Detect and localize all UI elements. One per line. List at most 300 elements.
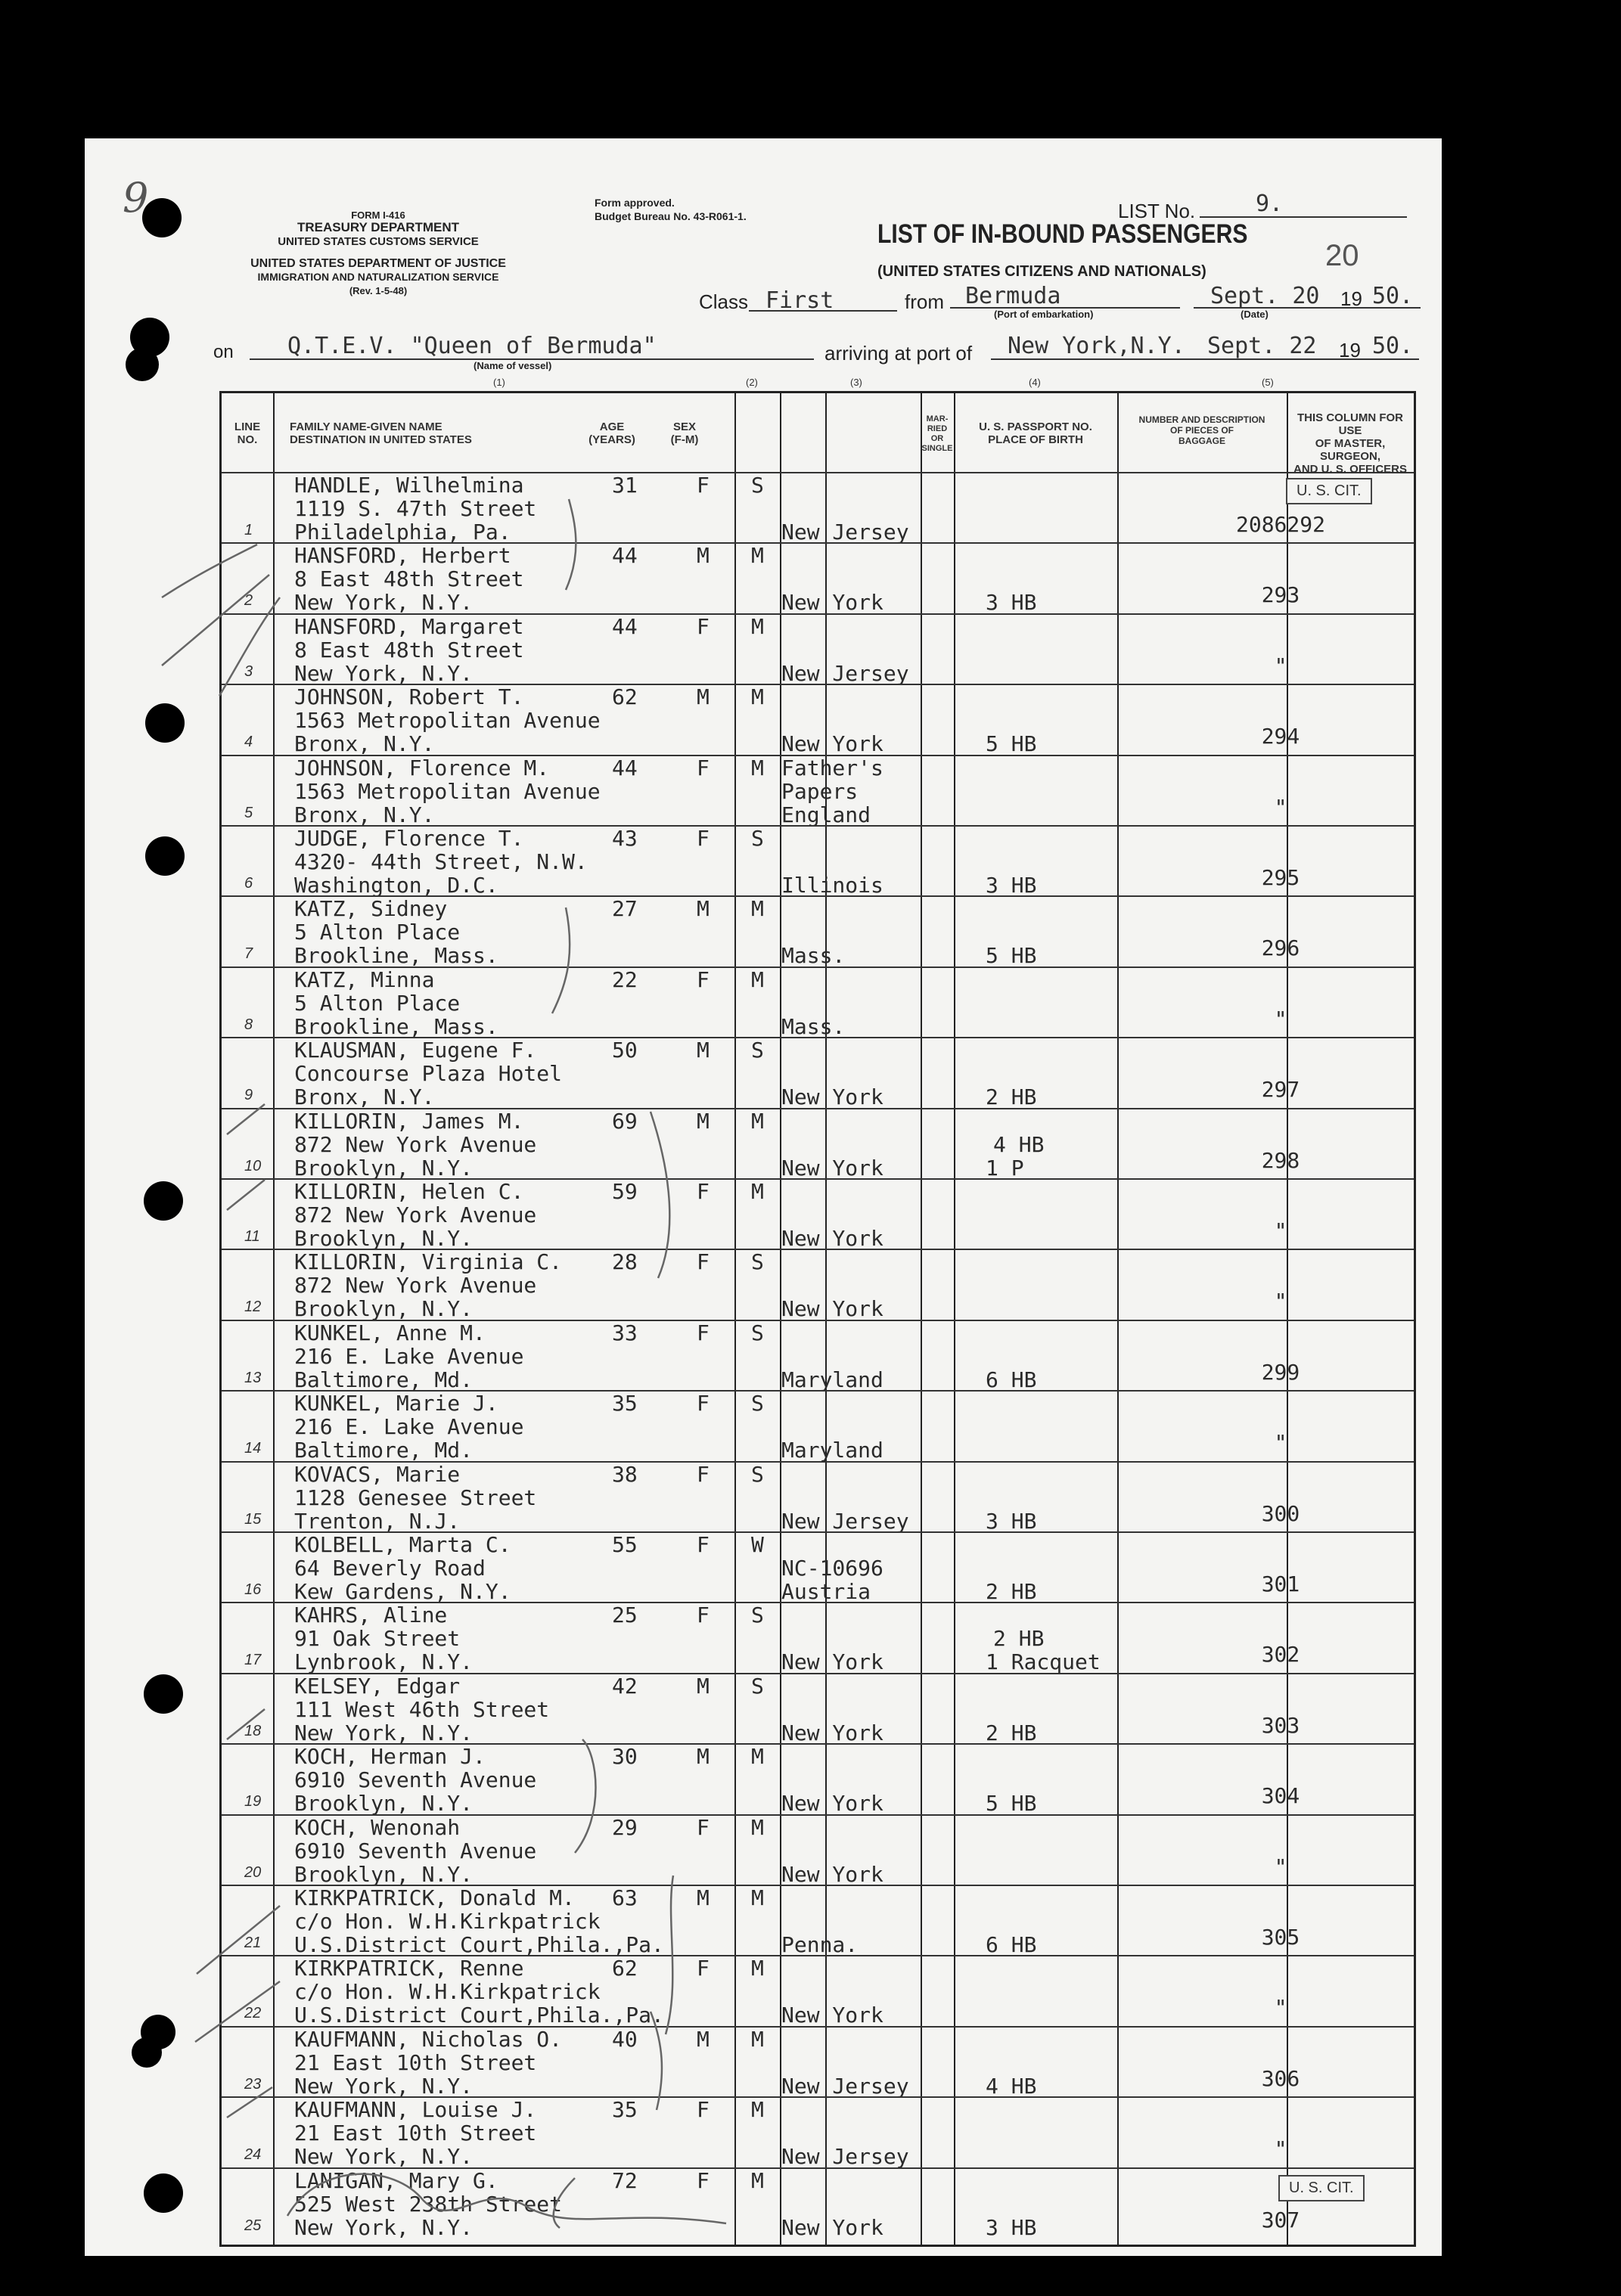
baggage-line-2: 3 HB	[986, 2214, 1037, 2240]
passenger-name: KELSEY, Edgar	[294, 1673, 461, 1699]
table-row	[222, 2096, 1414, 2170]
passenger-name: KILLORIN, James M.	[294, 1108, 524, 1134]
address-line-2: New York, N.Y.	[294, 2214, 474, 2240]
line-number: 21	[244, 1935, 262, 1951]
address-line-2: Baltimore, Md.	[294, 1367, 474, 1392]
officer-entry: "	[1274, 1854, 1287, 1879]
address-line-2: Brooklyn, N.Y.	[294, 1861, 474, 1887]
officer-entry: 307	[1261, 2207, 1300, 2232]
address-line-2: U.S.District Court,Phila.,Pa.	[294, 2003, 664, 2028]
passenger-name: KAHRS, Aline	[294, 1603, 448, 1628]
address-line-2: Brookline, Mass.	[294, 943, 498, 969]
birthplace: England	[781, 802, 871, 827]
officer-entry: 2086292	[1235, 512, 1325, 537]
officer-entry: 296	[1261, 935, 1300, 961]
line-number: 20	[244, 1863, 262, 1881]
passenger-name: HANSFORD, Margaret	[294, 613, 524, 639]
arrival-year-prefix: 19	[1339, 339, 1361, 361]
baggage-line-2: 3 HB	[986, 590, 1037, 616]
address-line-1: 64 Beverly Road	[294, 1556, 486, 1581]
address-line-1: c/o Hon. W.H.Kirkpatrick	[294, 1909, 601, 1934]
birthplace: New York	[781, 2003, 883, 2028]
page-subtitle: (UNITED STATES CITIZENS AND NATIONALS)	[877, 263, 1206, 280]
marital-status: M	[751, 2167, 764, 2193]
birthplace: New Jersey	[781, 520, 909, 545]
birthplace: New Jersey	[781, 1508, 909, 1534]
header-passport: U. S. PASSPORT NO. PLACE OF BIRTH	[979, 420, 1092, 446]
table-row	[222, 1602, 1414, 1673]
sex: F	[697, 1814, 710, 1840]
line-number: 16	[244, 1581, 262, 1598]
marital-status: M	[751, 1108, 764, 1134]
address-line-1: 1119 S. 47th Street	[294, 496, 537, 521]
birthplace: Maryland	[781, 1367, 883, 1392]
sex: F	[697, 1461, 710, 1487]
passenger-table	[219, 391, 1416, 2247]
address-line-2: Brooklyn, N.Y.	[294, 1296, 474, 1322]
address-line-2: Bronx, N.Y.	[294, 1084, 435, 1110]
officer-entry: 305	[1261, 1925, 1300, 1950]
age: 59	[612, 1179, 638, 1204]
passenger-name: KIRKPATRICK, Donald M.	[294, 1885, 575, 1910]
age: 72	[612, 2167, 638, 2193]
birthplace: New Jersey	[781, 2073, 909, 2099]
passenger-name: KOCH, Wenonah	[294, 1814, 461, 1840]
passport-line-2: NC-10696	[781, 1556, 883, 1581]
address-line-2: Brooklyn, N.Y.	[294, 1155, 474, 1181]
officer-entry: 297	[1261, 1077, 1300, 1103]
age: 63	[612, 1885, 638, 1910]
table-row	[222, 1673, 1414, 1744]
punch-hole	[145, 703, 185, 743]
header-name: FAMILY NAME-GIVEN NAME DESTINATION IN UNITED STATES	[290, 420, 472, 446]
birthplace: New York	[781, 1084, 883, 1110]
passenger-name: KAUFMANN, Nicholas O.	[294, 2026, 563, 2052]
arrival-year: 50.	[1372, 333, 1414, 359]
age: 43	[612, 826, 638, 851]
age: 42	[612, 1673, 638, 1699]
birthplace: Mass.	[781, 943, 846, 969]
marital-status: S	[751, 1249, 764, 1275]
address-line-2: New York, N.Y.	[294, 1720, 474, 1745]
sex: F	[697, 755, 710, 780]
marital-status: S	[751, 1391, 764, 1416]
col-number-1: (1)	[493, 377, 505, 388]
baggage-line-2: 5 HB	[986, 731, 1037, 757]
marital-status: M	[751, 543, 764, 569]
form-revision: (Rev. 1-5-48)	[349, 285, 408, 296]
address-line-1: 21 East 10th Street	[294, 2049, 537, 2075]
col-number-2: (2)	[746, 377, 758, 388]
us-citizen-stamp: U. S. CIT.	[1286, 478, 1372, 504]
officer-entry: 300	[1261, 1500, 1300, 1526]
passenger-name: KILLORIN, Helen C.	[294, 1179, 524, 1204]
passenger-name: HANDLE, Wilhelmina	[294, 473, 524, 498]
officer-entry: "	[1274, 1289, 1287, 1314]
passenger-name: KOCH, Herman J.	[294, 1744, 486, 1770]
birthplace: New York	[781, 1791, 883, 1817]
line-number: 3	[244, 662, 253, 680]
line-number: 19	[244, 1793, 262, 1810]
address-line-2: New York, N.Y.	[294, 590, 474, 616]
table-row	[222, 1885, 1414, 1956]
sex: M	[697, 1038, 710, 1063]
address-line-2: Kew Gardens, N.Y.	[294, 1579, 511, 1604]
marital-status: S	[751, 1673, 764, 1699]
header-married: MAR- RIED OR SINGLE	[921, 414, 953, 453]
birthplace: New York	[781, 1649, 883, 1675]
table-row	[222, 1037, 1414, 1108]
age: 33	[612, 1320, 638, 1345]
header-age: AGE (YEARS)	[588, 420, 635, 446]
officer-entry: "	[1274, 1218, 1287, 1243]
marital-status: M	[751, 1744, 764, 1770]
officer-entry: 302	[1261, 1642, 1300, 1668]
sex: F	[697, 613, 710, 639]
passport-line-2: Papers	[781, 778, 859, 804]
age: 22	[612, 966, 638, 992]
address-line-2: New York, N.Y.	[294, 2073, 474, 2099]
punch-hole	[144, 1674, 183, 1714]
table-row	[222, 542, 1414, 616]
passenger-name: KILLORIN, Virginia C.	[294, 1249, 563, 1275]
sex: F	[697, 2097, 710, 2123]
marital-status: M	[751, 2026, 764, 2052]
table-row	[222, 1743, 1414, 1817]
line-number: 2	[244, 592, 253, 610]
sex: F	[697, 473, 710, 498]
baggage-line-2: 6 HB	[986, 1367, 1037, 1392]
officer-entry: 299	[1261, 1359, 1300, 1385]
sex: M	[697, 1885, 710, 1910]
table-row	[222, 895, 1414, 969]
line-number: 13	[244, 1369, 262, 1386]
baggage-line-2: 1 P	[986, 1155, 1024, 1181]
line-number: 8	[244, 1016, 253, 1033]
address-line-2: Baltimore, Md.	[294, 1438, 474, 1463]
punch-hole	[145, 836, 185, 876]
officer-entry: 303	[1261, 1712, 1300, 1738]
marital-status: S	[751, 1603, 764, 1628]
list-no-value: 9.	[1256, 191, 1284, 217]
table-row	[222, 825, 1414, 896]
dept-ins: IMMIGRATION AND NATURALIZATION SERVICE	[257, 271, 499, 283]
vessel-caption: (Name of vessel)	[474, 360, 552, 371]
table-row	[222, 2026, 1414, 2097]
officer-entry: 301	[1261, 1572, 1300, 1596]
birthplace: New York	[781, 1720, 883, 1745]
line-number: 17	[244, 1652, 262, 1669]
marital-status: M	[751, 613, 764, 639]
table-row	[222, 1461, 1414, 1532]
line-number: 7	[244, 945, 253, 963]
address-line-1: Concourse Plaza Hotel	[294, 1061, 563, 1087]
baggage-line-2: 5 HB	[986, 1791, 1037, 1817]
age: 62	[612, 684, 638, 710]
address-line-1: 5 Alton Place	[294, 990, 461, 1016]
arriving-label: arriving at port of	[824, 342, 973, 365]
officer-entry: 298	[1261, 1147, 1300, 1173]
class-value: First	[765, 287, 834, 314]
marital-status: S	[751, 1461, 764, 1487]
passport-line-1: Father's	[781, 755, 883, 780]
line-number: 18	[244, 1722, 262, 1739]
address-line-1: c/o Hon. W.H.Kirkpatrick	[294, 1979, 601, 2005]
age: 35	[612, 1391, 638, 1416]
officer-entry: "	[1274, 1430, 1287, 1456]
header-sex: SEX (F-M)	[670, 420, 699, 446]
passenger-name: KATZ, Minna	[294, 966, 435, 992]
address-line-1: 4320- 44th Street, N.W.	[294, 849, 588, 874]
depart-year: 50.	[1372, 283, 1414, 309]
from-label: from	[905, 290, 944, 313]
age: 35	[612, 2097, 638, 2123]
header-baggage: NUMBER AND DESCRIPTION OF PIECES OF BAGGAGE	[1138, 414, 1265, 446]
header-line-no: LINE NO.	[234, 420, 261, 446]
age: 25	[612, 1603, 638, 1628]
birthplace: New York	[781, 1296, 883, 1322]
address-line-2: Brookline, Mass.	[294, 1013, 498, 1039]
punch-hole	[144, 2173, 183, 2213]
address-line-1: 1563 Metropolitan Avenue	[294, 778, 601, 804]
birthplace: New York	[781, 1226, 883, 1251]
passenger-name: KUNKEL, Marie J.	[294, 1391, 498, 1416]
marital-status: M	[751, 1885, 764, 1910]
passenger-name: HANSFORD, Herbert	[294, 543, 511, 569]
marital-status: M	[751, 966, 764, 992]
birthplace: New York	[781, 590, 883, 616]
table-row	[222, 1955, 1414, 2026]
address-line-2: Brooklyn, N.Y.	[294, 1226, 474, 1251]
line-number: 9	[244, 1087, 253, 1104]
col-number-3: (3)	[850, 377, 862, 388]
baggage-line-2: 2 HB	[986, 1579, 1037, 1604]
baggage-line-2: 5 HB	[986, 943, 1037, 969]
marital-status: M	[751, 2097, 764, 2123]
birthplace: New York	[781, 731, 883, 757]
line-number: 4	[244, 734, 253, 751]
address-line-1: 872 New York Avenue	[294, 1131, 537, 1157]
age: 50	[612, 1038, 638, 1063]
sex: M	[697, 1744, 710, 1770]
form-approved: Form approved.	[595, 197, 675, 209]
address-line-2: New York, N.Y.	[294, 660, 474, 686]
marital-status: M	[751, 1814, 764, 1840]
baggage-line-2: 3 HB	[986, 873, 1037, 898]
table-row	[222, 613, 1414, 684]
marital-status: M	[751, 755, 764, 780]
punch-hole	[132, 2037, 162, 2068]
arrival-port: New York,N.Y.	[1008, 333, 1185, 359]
passenger-name: JOHNSON, Florence M.	[294, 755, 550, 780]
line-number: 1	[244, 522, 253, 538]
address-line-1: 1563 Metropolitan Avenue	[294, 708, 601, 734]
birthplace: Maryland	[781, 1438, 883, 1463]
header-officers: THIS COLUMN FOR USE OF MASTER, SURGEON, AND U. S. OFFICERS	[1293, 411, 1407, 476]
baggage-line-1: 4 HB	[993, 1131, 1045, 1157]
sex: M	[697, 1108, 710, 1134]
line-number: 10	[244, 1157, 262, 1174]
table-row	[222, 1108, 1414, 1179]
baggage-line-2: 2 HB	[986, 1720, 1037, 1745]
passenger-name: JUDGE, Florence T.	[294, 826, 524, 851]
line-number: 15	[244, 1510, 262, 1528]
passenger-name: KOVACS, Marie	[294, 1461, 461, 1487]
sex: F	[697, 826, 710, 851]
line-number: 14	[244, 1440, 262, 1457]
age: 44	[612, 543, 638, 569]
birthplace: Austria	[781, 1579, 871, 1604]
marital-status: M	[751, 1179, 764, 1204]
marital-status: M	[751, 684, 764, 710]
birthplace: New York	[781, 1155, 883, 1181]
age: 44	[612, 613, 638, 639]
table-row	[222, 1531, 1414, 1603]
address-line-2: New York, N.Y.	[294, 2144, 474, 2170]
baggage-line-2: 4 HB	[986, 2073, 1037, 2099]
col-number-4: (4)	[1029, 377, 1041, 388]
sex: M	[697, 2026, 710, 2052]
table-row	[222, 1320, 1414, 1391]
birthplace: Illinois	[781, 873, 883, 898]
baggage-line-1: 2 HB	[993, 1626, 1045, 1652]
form-number: FORM I-416	[351, 209, 405, 221]
line-number: 25	[244, 2217, 262, 2234]
depart-date: Sept. 20	[1210, 283, 1320, 309]
dept-treasury: TREASURY DEPARTMENT	[297, 220, 460, 234]
passenger-name: JOHNSON, Robert T.	[294, 684, 524, 710]
us-citizen-stamp: U. S. CIT.	[1278, 2175, 1365, 2201]
line-number: 23	[244, 2075, 262, 2093]
table-row	[222, 1390, 1414, 1461]
address-line-2: Washington, D.C.	[294, 873, 498, 898]
passenger-name: KUNKEL, Anne M.	[294, 1320, 486, 1345]
line-number: 12	[244, 1298, 262, 1316]
age: 44	[612, 755, 638, 780]
age: 69	[612, 1108, 638, 1134]
dept-justice: UNITED STATES DEPARTMENT OF JUSTICE	[250, 257, 506, 270]
baggage-line-2: 2 HB	[986, 1084, 1037, 1110]
from-value: Bermuda	[965, 283, 1061, 309]
baggage-line-2: 1 Racquet	[986, 1649, 1101, 1675]
address-line-1: 6910 Seventh Avenue	[294, 1838, 537, 1863]
line-number: 6	[244, 875, 253, 892]
officer-entry: 295	[1261, 865, 1300, 890]
address-line-2: Trenton, N.J.	[294, 1508, 461, 1534]
page-number: 20	[1325, 239, 1359, 272]
punch-hole	[126, 348, 159, 381]
passenger-name: KAUFMANN, Louise J.	[294, 2097, 537, 2123]
punch-hole	[144, 1181, 183, 1221]
marital-status: M	[751, 1956, 764, 1981]
age: 62	[612, 1956, 638, 1981]
arrival-date: Sept. 22	[1207, 333, 1317, 359]
age: 31	[612, 473, 638, 498]
budget-bureau: Budget Bureau No. 43-R061-1.	[595, 210, 747, 222]
age: 30	[612, 1744, 638, 1770]
passenger-name: KATZ, Sidney	[294, 896, 448, 922]
table-row	[222, 2167, 1414, 2239]
marital-status: S	[751, 1038, 764, 1063]
table-row	[222, 1178, 1414, 1249]
address-line-1: 8 East 48th Street	[294, 566, 524, 592]
officer-entry: "	[1274, 1995, 1287, 2021]
passenger-name: KLAUSMAN, Eugene F.	[294, 1038, 537, 1063]
table-row	[222, 755, 1414, 826]
officer-entry: "	[1274, 653, 1287, 678]
address-line-2: Philadelphia, Pa.	[294, 520, 511, 545]
line-number: 5	[244, 804, 253, 821]
address-line-1: 872 New York Avenue	[294, 1202, 537, 1227]
address-line-1: 216 E. Lake Avenue	[294, 1414, 524, 1440]
address-line-1: 872 New York Avenue	[294, 1273, 537, 1298]
address-line-1: 111 West 46th Street	[294, 1696, 550, 1722]
on-label: on	[213, 342, 234, 362]
age: 27	[612, 896, 638, 922]
address-line-1: 216 E. Lake Avenue	[294, 1343, 524, 1369]
sex: F	[697, 1391, 710, 1416]
sex: F	[697, 1956, 710, 1981]
baggage-line-2: 3 HB	[986, 1508, 1037, 1534]
port-caption: (Port of embarkation)	[994, 309, 1094, 320]
address-line-1: 1128 Genesee Street	[294, 1485, 537, 1510]
passenger-name: LANIGAN, Mary G.	[294, 2167, 498, 2193]
sex: F	[697, 1249, 710, 1275]
marital-status: M	[751, 896, 764, 922]
sex: M	[697, 896, 710, 922]
sex: M	[697, 684, 710, 710]
officer-entry: "	[1274, 1006, 1287, 1032]
age: 38	[612, 1461, 638, 1487]
marital-status: W	[751, 1532, 764, 1557]
class-label: Class	[699, 290, 749, 313]
age: 29	[612, 1814, 638, 1840]
sex: F	[697, 1320, 710, 1345]
line-number: 24	[244, 2146, 262, 2164]
address-line-2: Brooklyn, N.Y.	[294, 1791, 474, 1817]
officer-entry: 306	[1261, 2065, 1300, 2091]
table-row	[222, 966, 1414, 1038]
address-line-1: 8 East 48th Street	[294, 637, 524, 662]
page-title: LIST OF IN-BOUND PASSENGERS	[877, 219, 1248, 249]
table-row	[222, 1249, 1414, 1320]
line-number: 22	[244, 2005, 262, 2022]
birthplace: New Jersey	[781, 660, 909, 686]
officer-entry: 304	[1261, 1783, 1300, 1809]
birthplace: New York	[781, 2214, 883, 2240]
birthplace: Mass.	[781, 1013, 846, 1039]
list-no-label: LIST No.	[1118, 200, 1196, 222]
depart-year-prefix: 19	[1340, 287, 1362, 310]
officer-entry: 293	[1261, 582, 1300, 608]
sex: F	[697, 1603, 710, 1628]
age: 40	[612, 2026, 638, 2052]
address-line-1: 5 Alton Place	[294, 920, 461, 945]
sex: F	[697, 966, 710, 992]
sex: M	[697, 1673, 710, 1699]
baggage-line-2: 6 HB	[986, 1932, 1037, 1957]
age: 28	[612, 1249, 638, 1275]
line-number: 11	[244, 1228, 260, 1245]
address-line-1: 6910 Seventh Avenue	[294, 1767, 537, 1793]
birthplace: Penna.	[781, 1932, 859, 1957]
marital-status: S	[751, 1320, 764, 1345]
date-caption: (Date)	[1241, 309, 1269, 320]
marital-status: S	[751, 473, 764, 498]
corner-mark: 9	[123, 174, 149, 222]
address-line-2: Bronx, N.Y.	[294, 802, 435, 827]
passenger-name: KIRKPATRICK, Renne	[294, 1956, 524, 1981]
